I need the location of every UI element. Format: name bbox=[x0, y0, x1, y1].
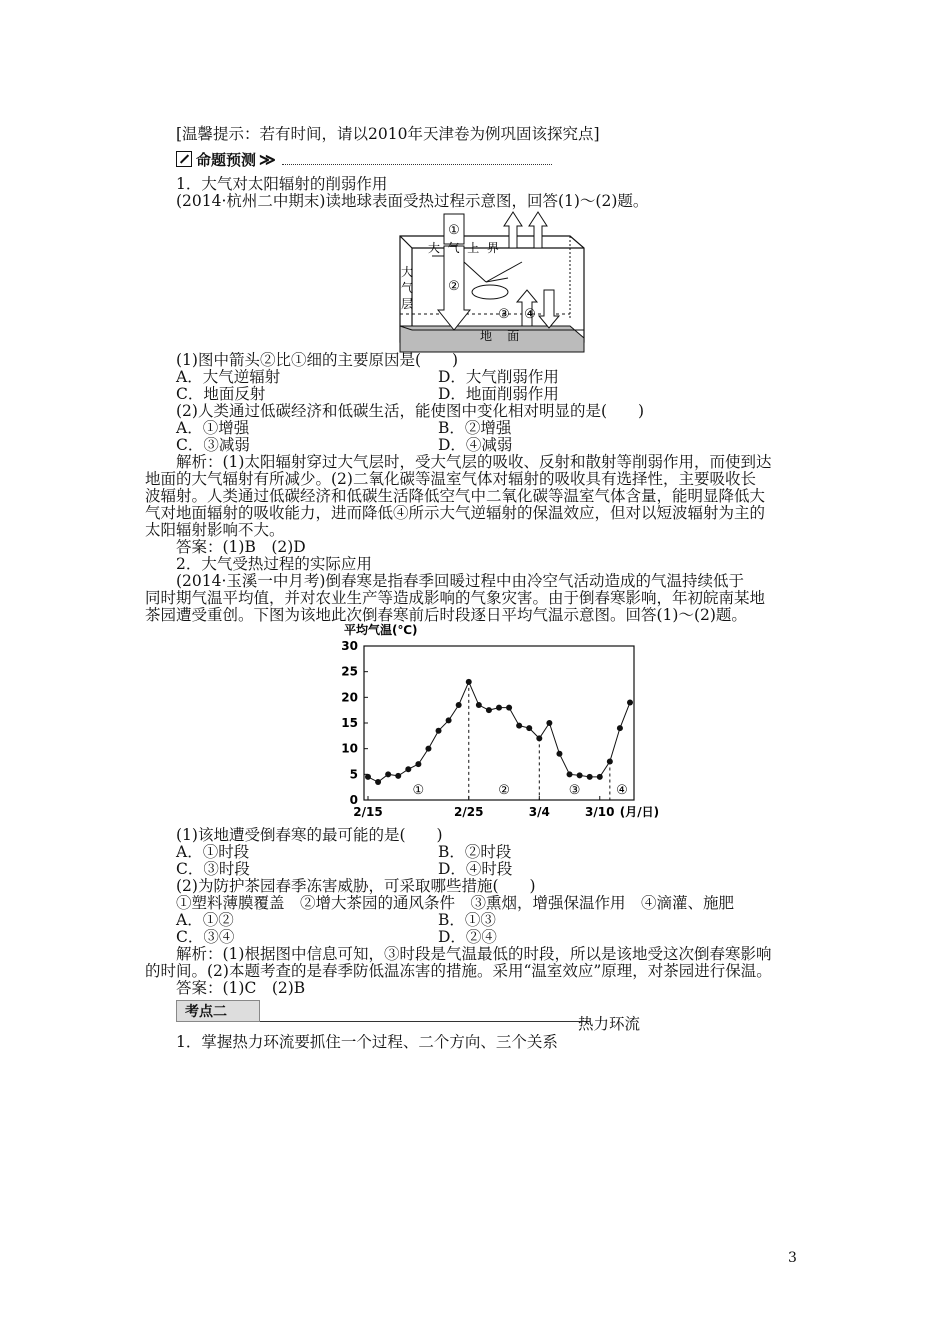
temperature-point bbox=[567, 771, 573, 777]
dotted-rule bbox=[282, 154, 552, 165]
y-tick-label: 0 bbox=[349, 793, 358, 807]
y-tick-label: 25 bbox=[341, 664, 358, 679]
section-header bbox=[176, 150, 552, 168]
q1-heading: 1．大气对太阳辐射的削弱作用 bbox=[176, 175, 388, 193]
temperature-point bbox=[607, 759, 613, 765]
period-label: ④ bbox=[616, 783, 628, 798]
q2-analysis-line: 解析：(1)根据图中信息可知，③时段是气温最低的时段，所以是该地受这次倒春寒影响 bbox=[176, 945, 772, 963]
q1-analysis-line: 地面的大气辐射有所减少。(2)二氧化碳等温室气体对辐射的吸收具有选择性，主要吸收长 bbox=[145, 470, 756, 488]
x-tick-label: 2/25 bbox=[454, 805, 484, 819]
atmosphere-side-label-3: 层 bbox=[401, 297, 414, 311]
chevron-icon: ≫ bbox=[259, 149, 276, 169]
page-number: 3 bbox=[788, 1250, 797, 1266]
temperature-point bbox=[385, 771, 391, 777]
q1-answer: 答案：(1)B (2)D bbox=[176, 538, 306, 556]
y-tick-label: 15 bbox=[341, 716, 358, 730]
q2-sub2-opt-a: A．①② bbox=[176, 911, 234, 929]
q1-sub1: (1)图中箭头②比①细的主要原因是( ) bbox=[176, 351, 459, 369]
kaodian-rule bbox=[260, 1021, 590, 1022]
y-axis-label: 平均气温(℃) bbox=[344, 623, 418, 637]
q1-sub2-opt-a: A．①增强 bbox=[176, 419, 250, 437]
kaodian-point1: 1．掌握热力环流要抓住一个过程、二个方向、三个关系 bbox=[176, 1033, 558, 1051]
q1-sub1-opt-d: D．地面削弱作用 bbox=[438, 385, 559, 403]
q2-sub1: (1)该地遭受倒春寒的最可能的是( ) bbox=[176, 826, 443, 844]
period-label: ① bbox=[412, 783, 425, 798]
heating-diagram bbox=[392, 206, 592, 356]
q2-intro-line: 同时期气温平均值，并对农业生产等造成影响的气象灾害。由于倒春寒影响，年初皖南某地 bbox=[145, 589, 766, 607]
q2-measures: ①塑料薄膜覆盖 ②增大茶园的通风条件 ③熏烟，增强保温作用 ④滴灌、施肥 bbox=[176, 894, 735, 912]
q2-sub2-opt-c: C．③④ bbox=[176, 928, 235, 946]
temperature-point bbox=[456, 702, 462, 708]
kaodian-title: 热力环流 bbox=[578, 1015, 641, 1033]
temperature-point bbox=[556, 751, 562, 757]
atmosphere-side-label-1: 大 bbox=[401, 265, 414, 279]
ground-label: 地 面 bbox=[480, 329, 520, 343]
temperature-point bbox=[577, 772, 583, 778]
kaodian-tag: 考点二 bbox=[176, 1000, 260, 1022]
q2-heading: 2．大气受热过程的实际应用 bbox=[176, 555, 372, 573]
q1-sub2-opt-c: C．③减弱 bbox=[176, 436, 250, 454]
temperature-point bbox=[375, 779, 381, 785]
temperature-point bbox=[506, 705, 512, 711]
q1-sub2-opt-d: D．④减弱 bbox=[438, 436, 513, 454]
q2-sub1-opt-c: C．③时段 bbox=[176, 860, 250, 878]
q2-sub2-opt-b: B．①③ bbox=[438, 911, 496, 929]
temperature-point bbox=[425, 746, 431, 752]
temperature-point bbox=[436, 728, 442, 734]
temperature-point bbox=[496, 705, 502, 711]
atmosphere-top-label: 大 气 上 界 bbox=[428, 241, 499, 255]
temperature-point bbox=[536, 735, 542, 741]
q2-answer: 答案：(1)C (2)B bbox=[176, 979, 306, 997]
temperature-point bbox=[395, 773, 401, 779]
q1-sub1-opt-a: A．大气逆辐射 bbox=[176, 368, 281, 386]
x-tick-label: 2/15 bbox=[353, 805, 383, 819]
q1-analysis-line: 解析：(1)太阳辐射穿过大气层时，受大气层的吸收、反射和散射等削弱作用，而使到达 bbox=[176, 453, 772, 471]
q1-sub2: (2)人类通过低碳经济和低碳生活，能使图中变化相对明显的是( ) bbox=[176, 402, 645, 420]
arrow-label-1: ① bbox=[448, 223, 460, 238]
q2-sub1-opt-b: B．②时段 bbox=[438, 843, 512, 861]
q2-analysis-line: 的时间。(2)本题考查的是春季防低温冻害的措施。采用“温室效应”原理，对茶园进行保温。 bbox=[145, 962, 772, 980]
q1-analysis-line: 气对地面辐射的吸收能力，进而降低④所示大气逆辐射的保温效应，但对以短波辐射为主的 bbox=[145, 504, 766, 522]
temperature-point bbox=[597, 774, 603, 780]
period-label: ② bbox=[498, 783, 510, 798]
q1-sub1-opt-c: C．地面反射 bbox=[176, 385, 266, 403]
q1-analysis-line: 波辐射。人类通过低碳经济和低碳生活降低空气中二氧化碳等温室气体含量，能明显降低大 bbox=[145, 487, 766, 505]
atmosphere-side-label-2: 气 bbox=[401, 281, 414, 295]
temperature-point bbox=[516, 723, 522, 729]
temperature-point bbox=[466, 679, 472, 685]
section-header-title: 命题预测 bbox=[196, 150, 257, 169]
x-tick-label: 3/4 bbox=[528, 805, 550, 819]
q2-sub2-opt-d: D．②④ bbox=[438, 928, 497, 946]
q1-source: (2014·杭州二中期末)读地球表面受热过程示意图，回答(1)～(2)题。 bbox=[176, 192, 649, 210]
temperature-point bbox=[365, 774, 371, 780]
arrow-label-3: ③ bbox=[498, 307, 510, 322]
temperature-chart bbox=[330, 622, 660, 822]
temperature-point bbox=[587, 774, 593, 780]
temperature-point bbox=[476, 702, 482, 708]
temperature-point bbox=[617, 725, 623, 731]
arrow-label-2: ② bbox=[448, 279, 460, 294]
y-tick-label: 10 bbox=[341, 741, 358, 756]
q2-sub1-opt-d: D．④时段 bbox=[438, 860, 513, 878]
temperature-point bbox=[415, 761, 421, 767]
q1-analysis-line: 太阳辐射影响不大。 bbox=[145, 521, 285, 539]
pencil-icon bbox=[176, 151, 192, 167]
y-tick-label: 30 bbox=[341, 639, 358, 653]
tip-text: [温馨提示：若有时间，请以2010年天津卷为例巩固该探究点] bbox=[176, 125, 600, 143]
x-tick-label: 3/10 bbox=[585, 805, 615, 819]
temperature-point bbox=[627, 699, 633, 705]
period-label: ③ bbox=[568, 783, 581, 798]
y-tick-label: 20 bbox=[341, 690, 358, 705]
q2-sub1-opt-a: A．①时段 bbox=[176, 843, 250, 861]
q1-sub1-opt-b: D．大气削弱作用 bbox=[438, 368, 559, 386]
q1-sub2-opt-b: B．②增强 bbox=[438, 419, 512, 437]
q2-intro-line: 茶园遭受重创。下图为该地此次倒春寒前后时段逐日平均气温示意图。回答(1)～(2)题。 bbox=[145, 606, 747, 624]
temperature-point bbox=[546, 720, 552, 726]
arrow-label-4: ④ bbox=[524, 307, 536, 322]
y-tick-label: 5 bbox=[349, 767, 358, 782]
temperature-point bbox=[446, 717, 452, 723]
temperature-point bbox=[526, 725, 532, 731]
q2-intro-line: (2014·玉溪一中月考)倒春寒是指春季回暖过程中由冷空气活动造成的气温持续低于 bbox=[176, 572, 744, 590]
x-axis-unit-label: (月/日) bbox=[619, 805, 660, 819]
temperature-point bbox=[486, 707, 492, 713]
q2-sub2: (2)为防护茶园春季冻害威胁，可采取哪些措施( ) bbox=[176, 877, 536, 895]
temperature-point bbox=[405, 766, 411, 772]
